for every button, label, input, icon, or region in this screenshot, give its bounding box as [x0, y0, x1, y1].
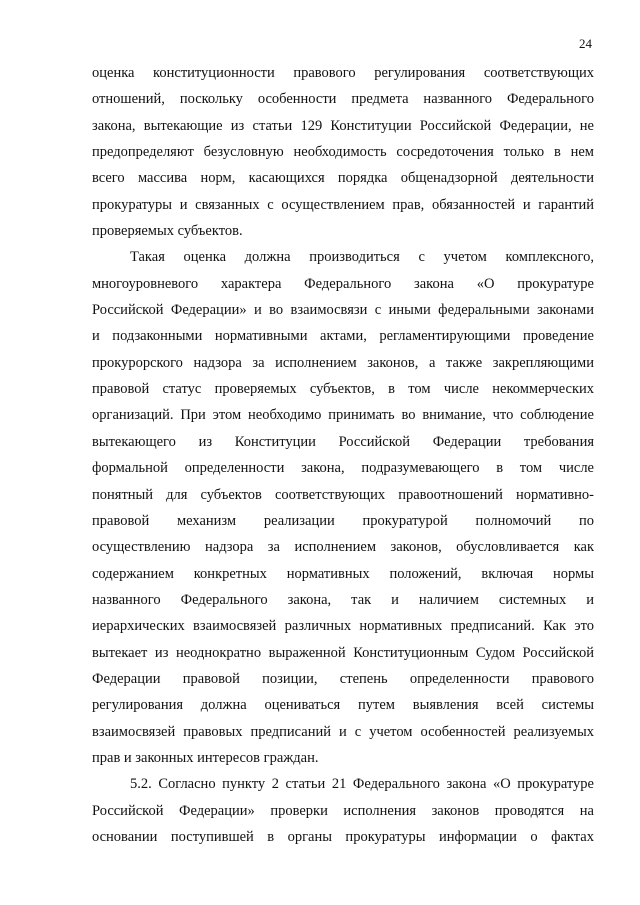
- page-number: 24: [579, 36, 592, 51]
- text-line: регулирования должна оцениваться путем выявления всей системы: [92, 697, 594, 714]
- text-line: проверяемых субъектов.: [92, 223, 243, 240]
- text-line: Федерации правовой позиции, степень определенности правового: [92, 670, 594, 687]
- text-line: осуществлению надзора за исполнением законов, обусловливается как: [92, 539, 594, 556]
- text-line: всего массива норм, касающихся порядка общенадзорной деятельности: [92, 170, 594, 187]
- paragraph: [92, 60, 594, 244]
- text-line: названного Федерального закона, так и наличием системных и: [92, 591, 594, 608]
- text-line: закона, вытекающие из статьи 129 Конституции Российской Федерации, не: [92, 117, 594, 134]
- text-line: многоуровневого характера Федерального закона «О прокуратуре: [92, 275, 594, 292]
- text-line: Такая оценка должна производиться с учетом комплексного,: [130, 249, 594, 266]
- body-text: [92, 60, 594, 850]
- text-line: прав и законных интересов граждан.: [92, 749, 319, 766]
- text-line: оценка конституционности правового регулирования соответствующих: [92, 65, 594, 81]
- text-line: вытекает из неоднократно выраженной Конституционным Судом Российской: [92, 644, 594, 661]
- text-line: основании поступившей в органы прокуратуры информации о фактах: [92, 828, 594, 845]
- text-line: понятный для субъектов соответствующих правоотношений нормативно-: [92, 486, 594, 503]
- text-line: формальной определенности закона, подразумевающего в том числе: [92, 460, 594, 477]
- paragraph: [92, 771, 594, 850]
- text-line: прокуратуры и связанных с осуществлением прав, обязанностей и гарантий: [92, 196, 594, 213]
- text-line: отношений, поскольку особенности предмета названного Федерального: [92, 91, 594, 108]
- text-line: иерархических взаимосвязей различных нормативных предписаний. Как это: [92, 618, 594, 635]
- text-line: предопределяют безусловную необходимость сосредоточения только в нем: [92, 144, 594, 161]
- text-line: правовой статус проверяемых субъектов, в том числе некоммерческих: [92, 381, 594, 398]
- text-line: прокурорского надзора за исполнением законов, а также закрепляющими: [92, 354, 594, 371]
- text-line: вытекающего из Конституции Российской Федерации требования: [92, 433, 594, 450]
- text-line: содержанием конкретных нормативных положений, включая нормы: [92, 565, 594, 582]
- text-line: 5.2. Согласно пункту 2 статьи 21 Федерального закона «О прокуратуре: [130, 776, 594, 793]
- text-line: Российской Федерации» проверки исполнения законов проводятся на: [92, 802, 594, 819]
- paragraph: [92, 244, 594, 771]
- text-line: и подзаконными нормативными актами, регламентирующими проведение: [92, 328, 594, 345]
- text-line: правовой механизм реализации прокуратурой полномочий по: [92, 512, 594, 529]
- text-line: организаций. При этом необходимо принимать во внимание, что соблюдение: [92, 407, 594, 424]
- text-line: взаимосвязей правовых предписаний и с учетом особенностей реализуемых: [92, 723, 594, 740]
- text-line: Российской Федерации» и во взаимосвязи с иными федеральными законами: [92, 302, 594, 319]
